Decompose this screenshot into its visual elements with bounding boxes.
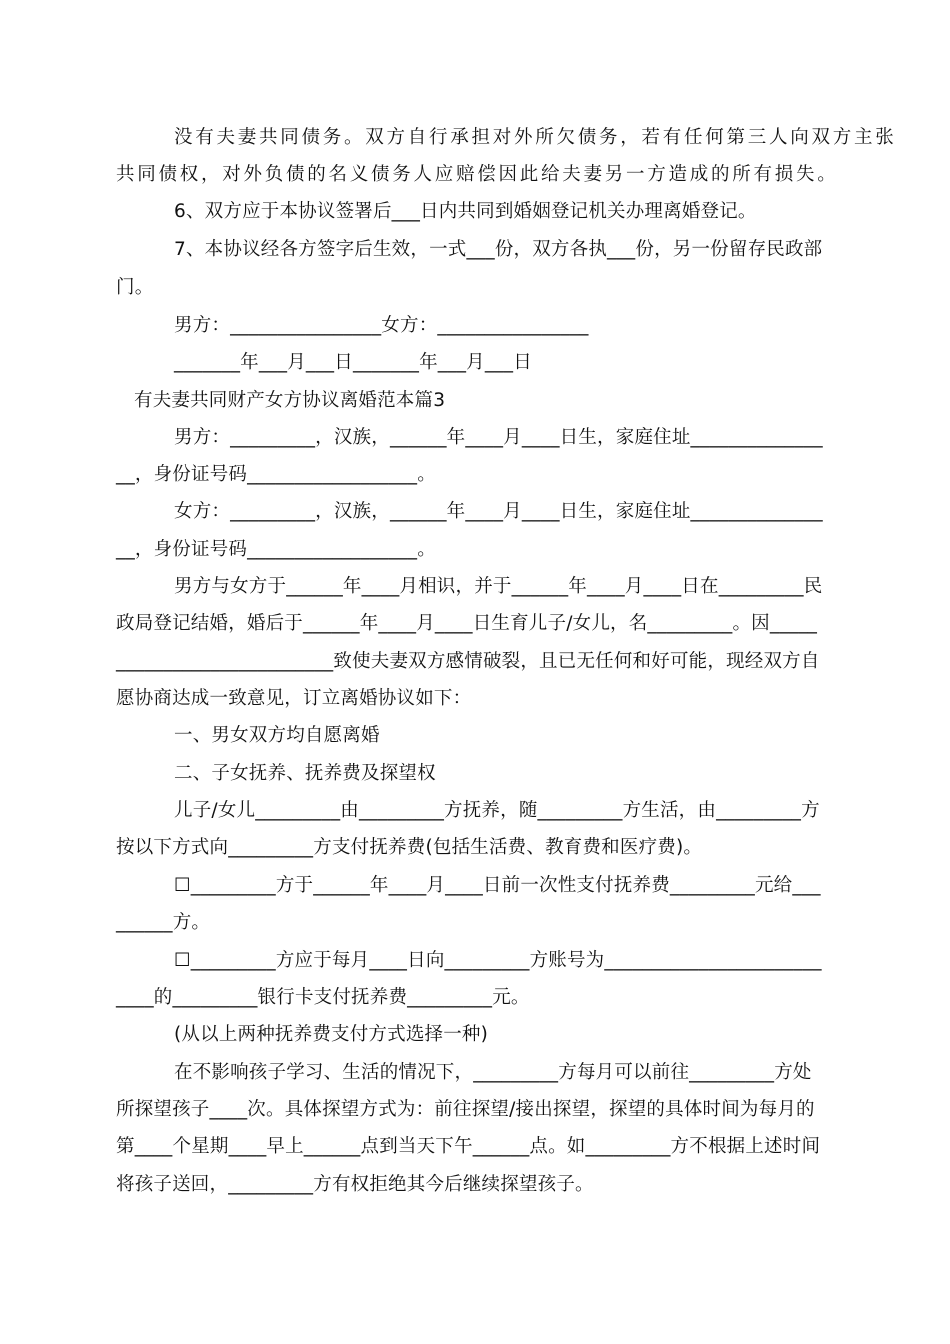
paragraph-line: 所探望孩子____次。具体探望方式为：前往探望/接出探望，探望的具体时间为每月的 [116,1099,815,1120]
paragraph-line: ______方。 [116,912,211,933]
paragraph-line: 将孩子送回，_________方有权拒绝其今后继续探望孩子。 [116,1174,594,1195]
paragraph-line: 政局登记结婚，婚后于______年____月____日生育儿子/女儿，名_________。因_____ [116,613,818,634]
paragraph-line: ____的_________银行卡支付抚养费_________元。 [116,987,530,1008]
signature-line: 男方：________________女方：________________ [174,315,589,336]
paragraph-line: 愿协商达成一致意见，订立离婚协议如下： [116,688,472,709]
paragraph-line: 女方：_________，汉族，______年____月____日生，家庭住址______________ [174,501,823,522]
paragraph-line: (从以上两种抚养费支付方式选择一种) [174,1024,489,1045]
paragraph-line: __，身份证号码__________________。 [116,464,436,485]
paragraph-line: 7、本协议经各方签字后生效，一式___份，双方各执___份，另一份留存民政部 [174,239,823,260]
paragraph-line: 按以下方式向_________方支付抚养费(包括生活费、教育费和医疗费)。 [116,837,703,858]
paragraph-line: 男方与女方于______年____月相识，并于______年____月____日在_________民 [174,576,823,597]
section-heading: 有夫妻共同财产女方协议离婚范本篇3 [134,390,446,411]
paragraph-line: __，身份证号码__________________。 [116,539,436,560]
paragraph-line: 共同债权，对外负债的名义债务人应赔偿因此给夫妻另一方造成的所有损失。 [116,164,836,185]
date-line: _______年___月___日_______年___月___日 [174,352,532,373]
clause-heading: 一、男女双方均自愿离婚 [174,725,380,746]
paragraph-line: 没有夫妻共同债务。双方自行承担对外所欠债务，若有任何第三人向双方主张 [174,127,894,148]
paragraph-line: _______________________致使夫妻双方感情破裂，且已无任何和好可能，现经双方自 [116,651,820,672]
clause-heading: 二、子女抚养、抚养费及探望权 [174,763,436,784]
paragraph-line: 6、双方应于本协议签署后___日内共同到婚姻登记机关办理离婚登记。 [174,201,757,222]
paragraph-line: 第____个星期____早上______点到当天下午______点。如_________方不根据上述时间 [116,1136,821,1157]
checkbox-option-line: ☐_________方于______年____月____日前一次性支付抚养费_________元给___ [174,875,821,896]
checkbox-option-line: ☐_________方应于每月____日向_________方账号为_______________________ [174,950,822,971]
paragraph-line: 门。 [116,277,154,298]
paragraph-line: 在不影响孩子学习、生活的情况下，_________方每月可以前往_________方处 [174,1062,812,1083]
paragraph-line: 男方：_________，汉族，______年____月____日生，家庭住址______________ [174,427,823,448]
paragraph-line: 儿子/女儿_________由_________方抚养，随_________方生活，由_________方 [174,800,820,821]
